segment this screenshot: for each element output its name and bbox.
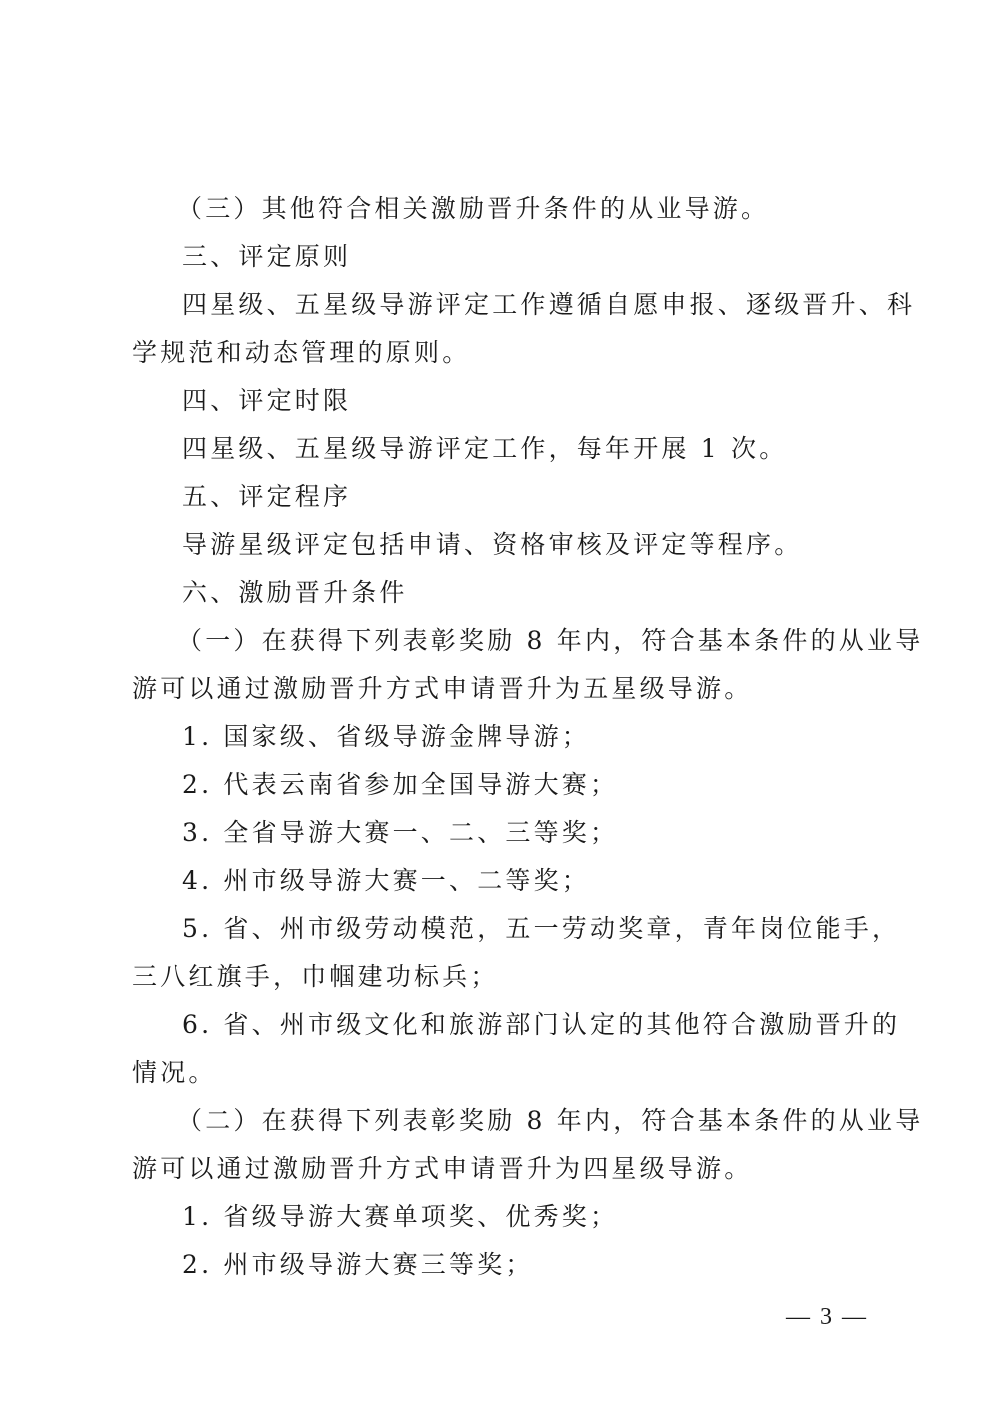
list-item: 6. 省、州市级文化和旅游部门认定的其他符合激励晋升的 bbox=[182, 1010, 901, 1039]
list-item: 2. 代表云南省参加全国导游大赛； bbox=[182, 770, 619, 799]
paragraph-line: 四星级、五星级导游评定工作，每年开展 1 次。 bbox=[182, 434, 788, 463]
paragraph-line: 游可以通过激励晋升方式申请晋升为四星级导游。 bbox=[132, 1154, 753, 1183]
page-number: — 3 — bbox=[786, 1304, 868, 1330]
section-heading: 六、激励晋升条件 bbox=[182, 578, 408, 607]
paragraph-line: 学规范和动态管理的原则。 bbox=[132, 338, 471, 367]
paragraph-line: 导游星级评定包括申请、资格审核及评定等程序。 bbox=[182, 530, 803, 559]
list-item: 1. 省级导游大赛单项奖、优秀奖； bbox=[182, 1202, 619, 1231]
paragraph-line: （三）其他符合相关激励晋升条件的从业导游。 bbox=[177, 194, 770, 223]
section-heading: 四、评定时限 bbox=[182, 386, 352, 415]
list-item: 3. 全省导游大赛一、二、三等奖； bbox=[182, 818, 619, 847]
paragraph-line: （二）在获得下列表彰奖励 8 年内，符合基本条件的从业导 bbox=[177, 1106, 924, 1135]
list-item: 5. 省、州市级劳动模范，五一劳动奖章，青年岗位能手， bbox=[182, 914, 901, 943]
list-item-continuation: 情况。 bbox=[132, 1058, 217, 1087]
list-item: 2. 州市级导游大赛三等奖； bbox=[182, 1250, 534, 1279]
list-item-continuation: 三八红旗手，巾帼建功标兵； bbox=[132, 962, 499, 991]
list-item: 4. 州市级导游大赛一、二等奖； bbox=[182, 866, 591, 895]
paragraph-line: （一）在获得下列表彰奖励 8 年内，符合基本条件的从业导 bbox=[177, 626, 924, 655]
paragraph-line: 游可以通过激励晋升方式申请晋升为五星级导游。 bbox=[132, 674, 753, 703]
section-heading: 五、评定程序 bbox=[182, 482, 352, 511]
list-item: 1. 国家级、省级导游金牌导游； bbox=[182, 722, 591, 751]
paragraph-line: 四星级、五星级导游评定工作遵循自愿申报、逐级晋升、科 bbox=[182, 290, 916, 319]
section-heading: 三、评定原则 bbox=[182, 242, 352, 271]
